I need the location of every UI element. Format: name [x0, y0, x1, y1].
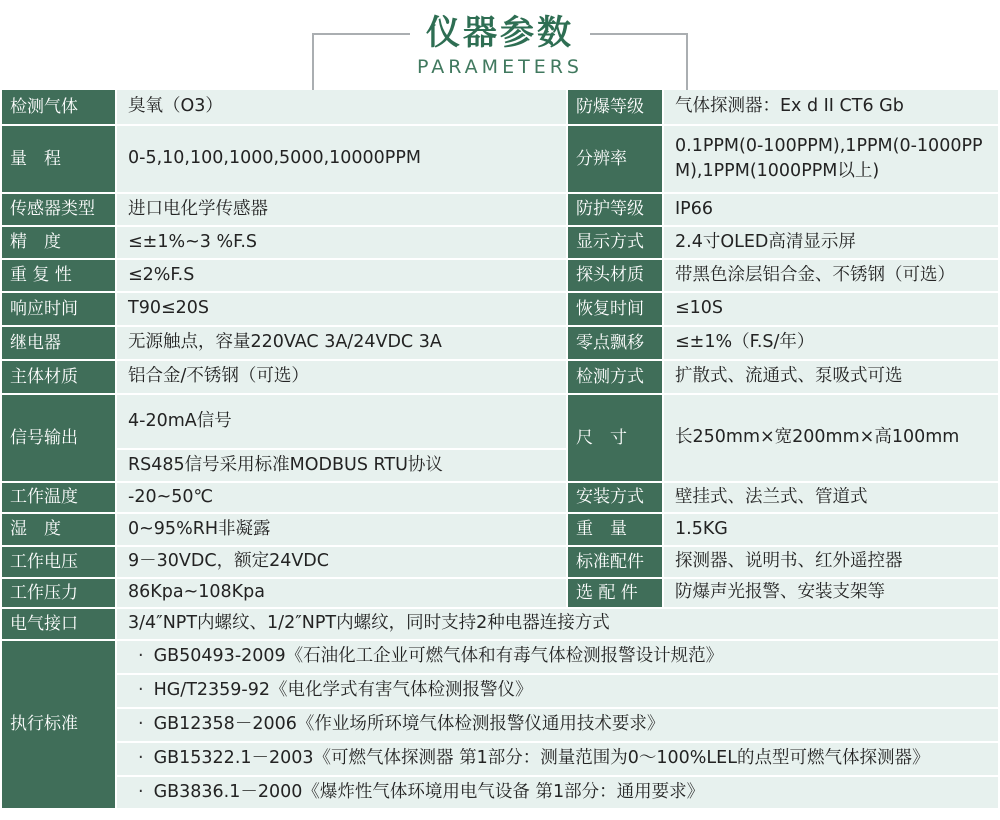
bullet-icon: ·	[138, 680, 144, 701]
param-label-relay: 继电器	[2, 327, 115, 359]
param-value-accuracy: ≤±1%~3 %F.S	[117, 227, 566, 258]
param-label-protection-rating: 防护等级	[568, 194, 662, 225]
param-label-accuracy: 精 度	[2, 227, 115, 258]
bullet-icon: ·	[138, 646, 144, 667]
param-label-recovery-time: 恢复时间	[568, 293, 662, 325]
param-value-display-mode: 2.4寸OLED高清显示屏	[664, 227, 998, 258]
standard-text: GB50493-2009《石油化工企业可燃气体和有毒气体检测报警设计规范》	[153, 646, 724, 667]
param-label-response-time: 响应时间	[2, 293, 115, 325]
standard-item	[117, 675, 998, 707]
param-value-optional-accessories: 防爆声光报警、安装支架等	[664, 579, 998, 607]
param-label-range: 量 程	[2, 126, 115, 192]
standard-item	[117, 777, 998, 808]
param-value-dimensions: 长250mm×宽200mm×高100mm	[664, 395, 998, 481]
param-label-optional-accessories: 选 配 件	[568, 579, 662, 607]
standard-text: GB3836.1－2000《爆炸性气体环境用电气设备 第1部分：通用要求》	[153, 781, 705, 802]
param-label-probe-material: 探头材质	[568, 260, 662, 291]
param-value-humidity: 0~95%RH非凝露	[117, 514, 566, 545]
param-value-repeatability: ≤2%F.S	[117, 260, 566, 291]
param-value-electric-interface: 3/4″NPT内螺纹、1/2″NPT内螺纹，同时支持2种电器连接方式	[117, 609, 998, 639]
param-value-range: 0-5,10,100,1000,5000,10000PPM	[117, 126, 566, 192]
param-label-zero-drift: 零点飘移	[568, 327, 662, 359]
param-value-recovery-time: ≤10S	[664, 293, 998, 325]
param-label-repeatability: 重 复 性	[2, 260, 115, 291]
param-value-standard-accessories: 探测器、说明书、红外遥控器	[664, 547, 998, 577]
param-label-detect-mode: 检测方式	[568, 361, 662, 393]
param-label-display-mode: 显示方式	[568, 227, 662, 258]
param-label-sensor-type: 传感器类型	[2, 194, 115, 225]
page-title: 仪器参数	[410, 11, 590, 55]
param-label-electric-interface: 电气接口	[2, 609, 115, 639]
param-label-explosion-rating: 防爆等级	[568, 90, 662, 124]
param-label-signal-output: 信号输出	[2, 395, 115, 481]
standard-text: HG/T2359-92《电化学式有害气体检测报警仪》	[153, 680, 533, 701]
title-block	[0, 11, 1000, 79]
param-label-detect-gas: 检测气体	[2, 90, 115, 124]
param-value-work-voltage: 9－30VDC，额定24VDC	[117, 547, 566, 577]
param-label-work-voltage: 工作电压	[2, 547, 115, 577]
param-value-signal-output-1: 4-20mA信号	[117, 395, 566, 448]
param-label-resolution: 分辨率	[568, 126, 662, 192]
param-value-sensor-type: 进口电化学传感器	[117, 194, 566, 225]
param-value-protection-rating: IP66	[664, 194, 998, 225]
param-value-probe-material: 带黑色涂层铝合金、不锈钢（可选）	[664, 260, 998, 291]
param-value-work-temp: -20~50℃	[117, 483, 566, 512]
parameters-table	[2, 90, 998, 808]
param-value-explosion-rating: 气体探测器：Ex d II CT6 Gb	[664, 90, 998, 124]
param-value-weight: 1.5KG	[664, 514, 998, 545]
param-value-work-pressure: 86Kpa~108Kpa	[117, 579, 566, 607]
param-label-body-material: 主体材质	[2, 361, 115, 393]
param-value-zero-drift: ≤±1%（F.S/年）	[664, 327, 998, 359]
param-value-detect-mode: 扩散式、流通式、泵吸式可选	[664, 361, 998, 393]
param-label-standard-accessories: 标准配件	[568, 547, 662, 577]
bullet-icon: ·	[138, 781, 144, 802]
param-value-detect-gas: 臭氧（O3）	[117, 90, 566, 124]
param-label-dimensions: 尺 寸	[568, 395, 662, 481]
param-value-body-material: 铝合金/不锈钢（可选）	[117, 361, 566, 393]
standard-item	[117, 641, 998, 673]
standard-text: GB15322.1－2003《可燃气体探测器 第1部分：测量范围为0～100%LEL的点型可燃气体探测器》	[153, 748, 930, 769]
param-value-response-time: T90≤20S	[117, 293, 566, 325]
param-value-relay: 无源触点，容量220VAC 3A/24VDC 3A	[117, 327, 566, 359]
param-value-resolution: 0.1PPM(0-100PPM),1PPM(0-1000PPM),1PPM(1000PPM以上)	[664, 126, 998, 192]
param-value-installation: 壁挂式、法兰式、管道式	[664, 483, 998, 512]
page-subtitle: PARAMETERS	[417, 56, 583, 78]
param-label-work-temp: 工作温度	[2, 483, 115, 512]
bullet-icon: ·	[138, 714, 144, 735]
param-label-weight: 重 量	[568, 514, 662, 545]
param-label-work-pressure: 工作压力	[2, 579, 115, 607]
standard-item	[117, 709, 998, 741]
bullet-icon: ·	[138, 748, 144, 769]
param-label-installation: 安装方式	[568, 483, 662, 512]
standard-text: GB12358－2006《作业场所环境气体检测报警仪通用技术要求》	[153, 714, 665, 735]
param-label-standards: 执行标准	[2, 641, 115, 808]
param-value-signal-output-2: RS485信号采用标准MODBUS RTU协议	[117, 450, 566, 481]
standard-item	[117, 743, 998, 775]
param-label-humidity: 湿 度	[2, 514, 115, 545]
